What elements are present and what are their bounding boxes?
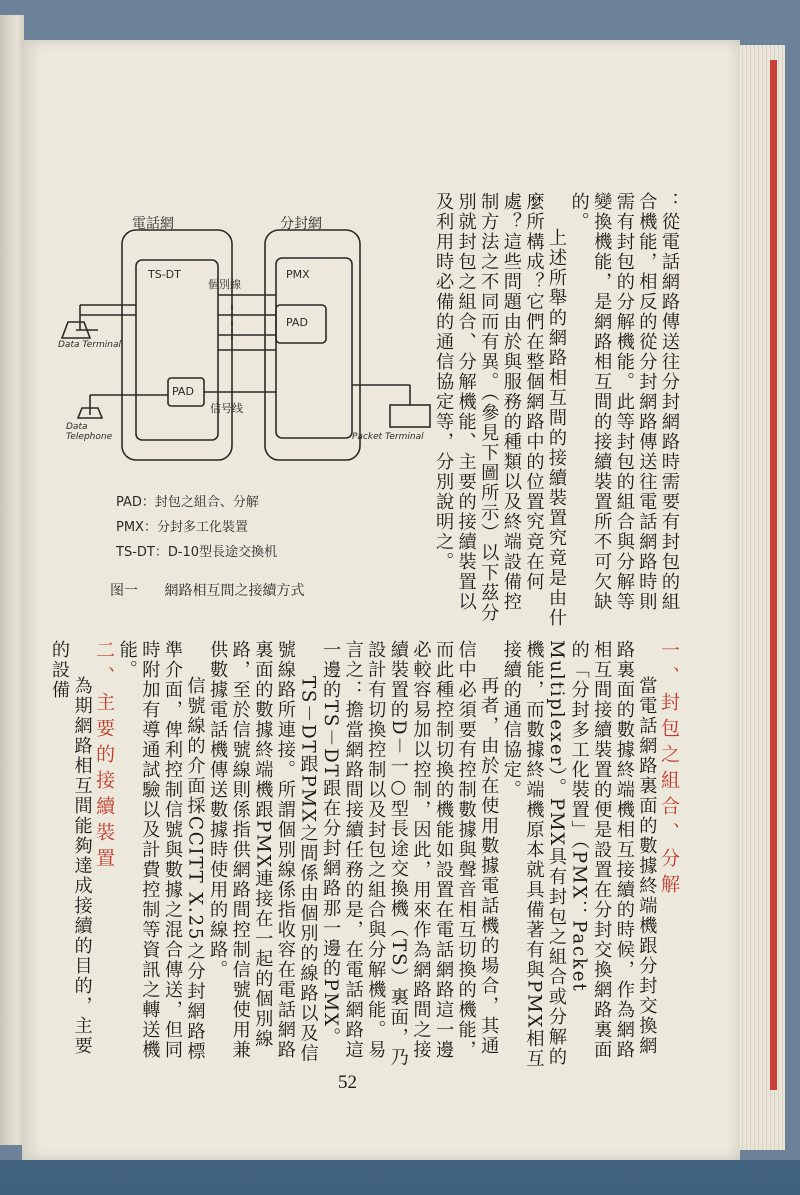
section-heading-1: 一、封包之組合、分解 [658,640,680,900]
legend-item: PAD：封包之組合、分解 [116,495,259,510]
section-heading-2: 二、主要的接續裝置 [93,640,116,874]
legend-item: TS-DT：D-10型長途交換机 [116,545,278,560]
paragraph: 當電話網路裏面的數據終端機跟分封交換網路裏面的數據終端機相互接續的時候，作為網路相互間接續裝置的便是設置在分封交換網路裏面的「分封多工化裝置」（PMX：Packet Multiplexer）。PMX具有封包之組合或分解的機能，而數據終端機原本就具備著有與PMX相互接續的通信協定。 [500,640,658,1070]
figure-number: 图一 [110,583,138,599]
paragraph: 為期網路相互間能夠達成接續的目的，主要的設備 [48,640,93,1057]
label-tsdt: TS-DT [148,268,181,281]
phone-network-box [122,230,232,460]
paragraph: 信號線的介面採CCITT X.25之分封網路標準介面，俾利控制信號與數據之混合傳送，但同時附加有導通試驗以及計費控制等資訊之轉送機能。 [116,640,206,1062]
legend-item: PMX：分封多工化裝置 [116,520,248,535]
page-number: 52 [338,1072,357,1093]
label-pad-left: PAD [172,385,194,398]
pmx-box [276,258,352,438]
paragraph: 上述所舉的網路相互間的接續裝置究竟是由什麼所構成？它們在整個網路中的位置究竟在何處？這些問題由於與服務的種類以及終端設備控制方法之不同而有異。（參見下圖所示）以下茲分別就封包之組合、分解機能、主要的接續裝置以及利用時必備的通信協定等，分別說明之。 [433,192,568,629]
figure-title: 網路相互間之接續方式 [164,583,305,599]
right-page-edges [735,45,785,1150]
label-data-telephone: Data Telephone [66,422,113,442]
figure-caption [110,580,304,600]
paragraph: ：從電話網路傳送往分封網路時需要有封包的組合機能，相反的從分封網路傳送往電話網路時則需有封包的分解機能。此等封包的組合與分解等變換機能，是網路相互間的接續裝置所不可欠缺的。 [568,192,680,612]
figure-network-diagram [50,210,440,610]
label-data-terminal: Data Terminal [58,340,121,350]
packet-terminal-icon [390,405,430,427]
lower-text-column [48,640,680,1070]
tsdt-box [136,260,218,440]
left-page-edge [0,15,24,1145]
label-packet-net: 分封網 [280,216,322,232]
red-page-edge [770,60,777,1090]
paragraph: 再者，由於在使用數據電話機的場合，其通信中必須要有控制數據與聲音相互切換的機能，而此種控制切換的機能如設置在電話網路這一邊必較容易加以控制，因此，用來作為網路間之接續裝置的D－一○型長途交換機（TS）裏面，乃設計有切換控制以及封包之組合與分解機能。易言之：擔當網路間接續任務的是，在電話網路這一邊的TS－DT跟在分封網路那一邊的PMX。 [320,640,500,1068]
label-packet-terminal: Packet Terminal [352,432,424,442]
figure-legend [116,490,277,565]
label-pad-right: PAD [286,316,308,329]
label-phone-net: 電話網 [132,216,174,232]
label-individual-line: 個別線 [208,278,241,291]
packet-network-box [265,230,360,460]
upper-text-column [433,192,680,630]
label-signal-line: 信号线 [210,402,243,415]
paragraph: TS－DT跟PMX之間係由個別的線路以及信號線路所連接。所謂個別線係指收容在電話網路裏面的數據終端機跟PMX連接在一起的個別線路，至於信號線則係指供網路間控制信號使用兼供數據電話機傳送數據時使用的線路。 [207,640,319,1065]
label-pmx: PMX [286,268,310,281]
